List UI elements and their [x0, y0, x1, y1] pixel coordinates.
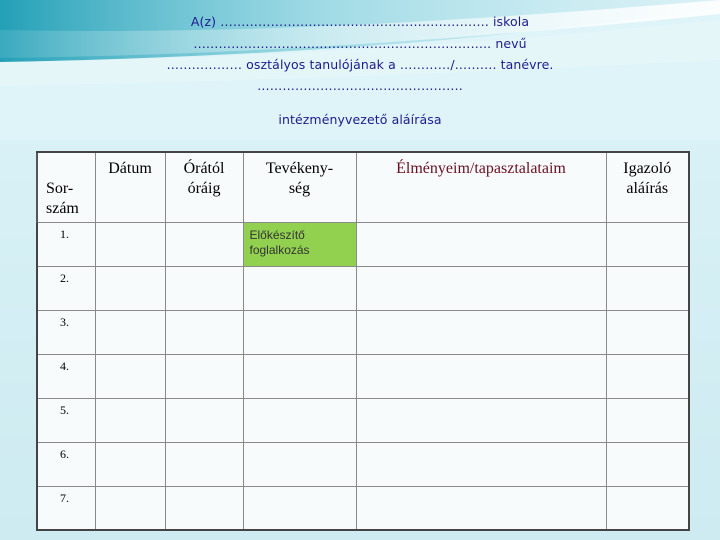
activity-cell[interactable]	[243, 310, 356, 354]
table-row	[37, 442, 689, 486]
row-number: 1.	[37, 222, 95, 266]
row-number: 6.	[37, 442, 95, 486]
date-cell[interactable]	[95, 222, 165, 266]
row-number: 2.	[37, 266, 95, 310]
activity-cell[interactable]	[243, 398, 356, 442]
experience-cell[interactable]	[356, 486, 606, 530]
row-number: 7.	[37, 486, 95, 530]
experience-cell[interactable]	[356, 310, 606, 354]
table-row	[37, 486, 689, 530]
experience-cell[interactable]	[356, 442, 606, 486]
school-name-continuation-line: …………………………………………………………….. nevű	[193, 36, 527, 51]
column-header-time-range: Órától óráig	[165, 152, 243, 222]
signature-blank-line: ………………………………………….	[257, 78, 463, 93]
column-header-serial-number: Sor- szám	[37, 152, 95, 222]
school-name-line: A(z) ………………………………………………………. iskola	[190, 14, 530, 29]
date-cell[interactable]	[95, 442, 165, 486]
time-range-cell[interactable]	[165, 442, 243, 486]
time-range-cell[interactable]	[165, 398, 243, 442]
activity-cell[interactable]	[243, 354, 356, 398]
activity-cell[interactable]	[243, 486, 356, 530]
table-row	[37, 310, 689, 354]
signature-label: intézményvezető aláírása	[278, 112, 442, 127]
signature-cell[interactable]	[606, 354, 689, 398]
column-header-certifying-signature: Igazoló aláírás	[606, 152, 689, 222]
signature-cell[interactable]	[606, 486, 689, 530]
time-range-cell[interactable]	[165, 486, 243, 530]
activity-cell[interactable]	[243, 266, 356, 310]
row-number: 4.	[37, 354, 95, 398]
signature-cell[interactable]	[606, 222, 689, 266]
class-year-line: ……………… osztályos tanulójának a …………/………. tanévre.	[166, 57, 554, 72]
experience-cell[interactable]	[356, 354, 606, 398]
column-header-activity: Tevékeny- ség	[243, 152, 356, 222]
time-range-cell[interactable]	[165, 354, 243, 398]
column-header-date: Dátum	[95, 152, 165, 222]
row-number: 5.	[37, 398, 95, 442]
activity-cell[interactable]	[243, 442, 356, 486]
signature-cell[interactable]	[606, 442, 689, 486]
row-number: 3.	[37, 310, 95, 354]
activity-log-table	[36, 151, 690, 531]
time-range-cell[interactable]	[165, 266, 243, 310]
experience-cell[interactable]	[356, 398, 606, 442]
experience-cell[interactable]	[356, 266, 606, 310]
date-cell[interactable]	[95, 398, 165, 442]
table-header-row	[37, 152, 689, 222]
table-row	[37, 398, 689, 442]
table-row	[37, 266, 689, 310]
column-header-experiences: Élményeim/tapasztalataim	[356, 152, 606, 222]
table-row	[37, 354, 689, 398]
activity-cell[interactable]: Előkészítő foglalkozás	[243, 222, 356, 266]
signature-cell[interactable]	[606, 310, 689, 354]
signature-cell[interactable]	[606, 398, 689, 442]
signature-cell[interactable]	[606, 266, 689, 310]
date-cell[interactable]	[95, 486, 165, 530]
time-range-cell[interactable]	[165, 310, 243, 354]
table-row	[37, 222, 689, 266]
time-range-cell[interactable]	[165, 222, 243, 266]
date-cell[interactable]	[95, 354, 165, 398]
date-cell[interactable]	[95, 310, 165, 354]
date-cell[interactable]	[95, 266, 165, 310]
experience-cell[interactable]	[356, 222, 606, 266]
